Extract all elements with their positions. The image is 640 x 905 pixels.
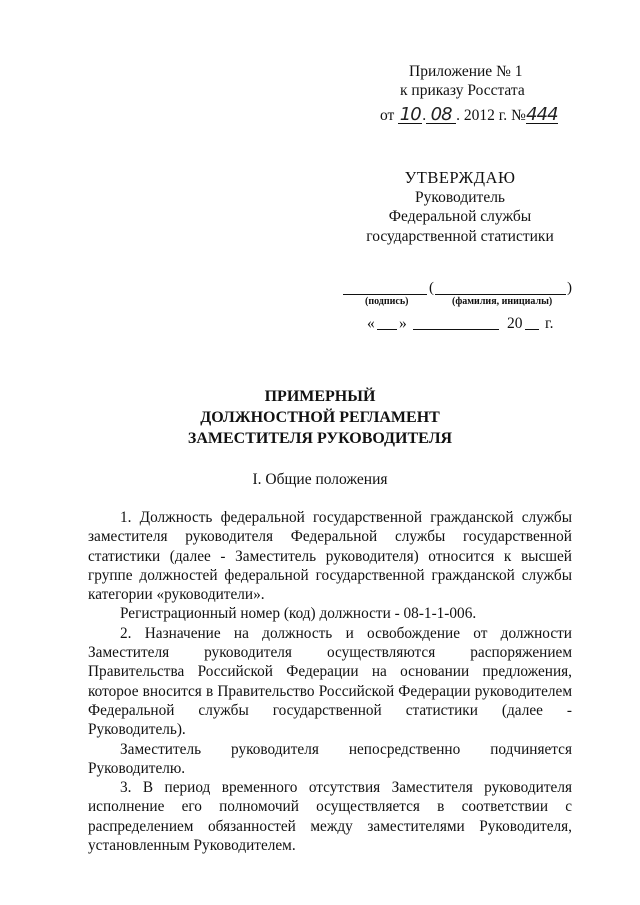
document-body — [88, 508, 572, 855]
paragraph-3: 3. В период временного отсутствия Заместителя руководителя исполнение его полномочий осуществляется в соответствии с распределением обязанностей между заместителями Руководителя, установленным Руководителем. — [88, 779, 572, 855]
appendix-number: Приложение № 1 — [409, 63, 523, 80]
order-number: 444 — [526, 104, 558, 125]
title-line-2: ДОЛЖНОСТНОЙ РЕГЛАМЕНТ — [200, 409, 440, 426]
date-day: 10 — [399, 104, 421, 125]
date-day-blank — [377, 329, 397, 330]
date-year-blank — [525, 329, 539, 330]
date-close-quote: » — [399, 315, 407, 332]
paragraph-registration: Регистрационный номер (код) должности - 08-1-1-006. — [120, 605, 477, 623]
appendix-order-ref: к приказу Росстата — [400, 82, 525, 99]
number-prefix: № — [511, 107, 526, 124]
date-month: 08 — [426, 107, 456, 124]
appendix-block — [380, 62, 580, 125]
approve-position-2: Федеральной службы — [388, 208, 532, 225]
name-caption: (фамилия, инициалы) — [452, 296, 553, 307]
title-line-3: ЗАМЕСТИТЕЛЯ РУКОВОДИТЕЛЯ — [187, 430, 453, 447]
date-year-prefix: 20 — [507, 315, 523, 332]
name-close-paren: ) — [567, 280, 572, 296]
signature-caption: (подпись) — [365, 296, 409, 307]
paragraph-1: 1. Должность федеральной государственной гражданской службы заместителя руководителя Федеральной службы государственной статистики (далее - Заместитель руководителя) относится к высшей группе должностей федеральной государственной гражданской службы категории «руководители». — [88, 509, 572, 604]
approval-date-line — [367, 315, 577, 335]
signature-underline — [343, 294, 427, 295]
approve-position-3: государственной статистики — [366, 227, 554, 245]
paragraph-2: 2. Назначение на должность и освобождение от должности Заместителя руководителя осуществляются распоряжением Правительства Российской Федерации на основании предложения, которое вносится в Правительство Российской Федерации руководителем Федеральной службы государственной статистики (далее - Руководитель). — [88, 624, 572, 739]
appendix-date-line: от 10. 08 . 2012 г. №444 — [380, 104, 558, 125]
approve-position-1: Руководитель — [414, 188, 506, 206]
approval-block — [340, 168, 580, 246]
document-title — [0, 386, 640, 449]
date-prefix: от — [380, 107, 395, 124]
date-open-quote: « — [367, 315, 375, 332]
date-month-blank — [413, 329, 499, 330]
date-year: . 2012 г. — [456, 107, 508, 124]
section-heading: I. Общие положения — [252, 471, 388, 488]
name-underline — [435, 294, 566, 295]
title-line-1: ПРИМЕРНЫЙ — [264, 388, 376, 405]
paragraph-subordination: Заместитель руководителя непосредственно подчиняется Руководителю. — [88, 740, 572, 777]
approve-heading: УТВЕРЖДАЮ — [404, 168, 516, 187]
date-year-suffix: г. — [545, 315, 554, 332]
name-open-paren: ( — [429, 280, 434, 296]
